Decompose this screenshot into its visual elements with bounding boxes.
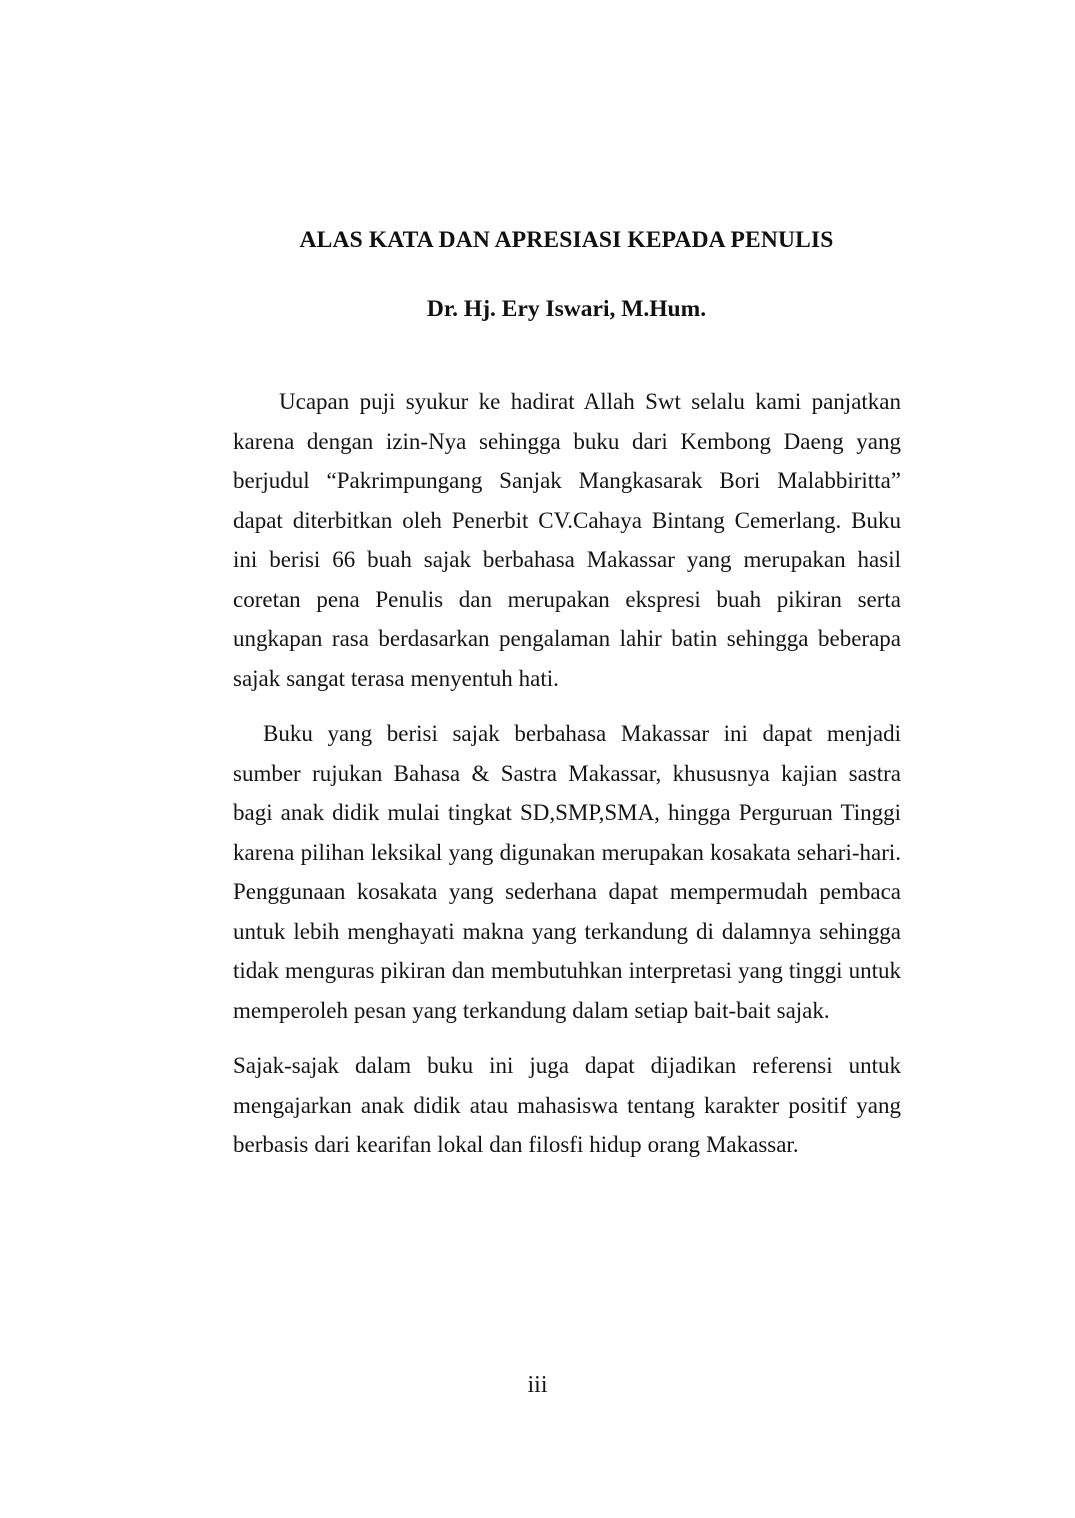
- body-text-block: [233, 382, 901, 1165]
- body-paragraph: Ucapan puji syukur ke hadirat Allah Swt selalu kami panjatkan karena dengan izin-Nya sehingga buku dari Kembong Daeng yang berjudul “Pakrimpungang Sanjak Mangkasarak Bori Malabbiritta” dapat diterbitkan oleh Penerbit CV.Cahaya Bintang Cemerlang. Buku ini berisi 66 buah sajak berbahasa Makassar yang merupakan hasil coretan pena Penulis dan merupakan ekspresi buah pikiran serta ungkapan rasa berdasarkan pengalaman lahir batin sehingga beberapa sajak sangat terasa menyentuh hati.: [233, 389, 901, 691]
- heading-block: [233, 228, 900, 323]
- page-number: iii: [527, 1372, 548, 1398]
- page-subtitle-author: Dr. Hj. Ery Iswari, M.Hum.: [426, 295, 707, 322]
- page-title: ALAS KATA DAN APRESIASI KEPADA PENULIS: [299, 227, 834, 253]
- body-paragraph: Buku yang berisi sajak berbahasa Makassar ini dapat menjadi sumber rujukan Bahasa & Sastra Makassar, khususnya kajian sastra bagi anak didik mulai tingkat SD,SMP,SMA, hingga Perguruan Tinggi karena pilihan leksikal yang digunakan merupakan kosakata sehari-hari. Penggunaan kosakata yang sederhana dapat mempermudah pembaca untuk lebih menghayati makna yang terkandung di dalamnya sehingga tidak menguras pikiran dan membutuhkan interpretasi yang tinggi untuk memperoleh pesan yang terkandung dalam setiap bait-bait sajak.: [233, 721, 901, 1023]
- body-paragraph: Sajak-sajak dalam buku ini juga dapat dijadikan referensi untuk mengajarkan anak didik atau mahasiswa tentang karakter positif yang berbasis dari kearifan lokal dan filosfi hidup orang Makassar.: [233, 1053, 901, 1157]
